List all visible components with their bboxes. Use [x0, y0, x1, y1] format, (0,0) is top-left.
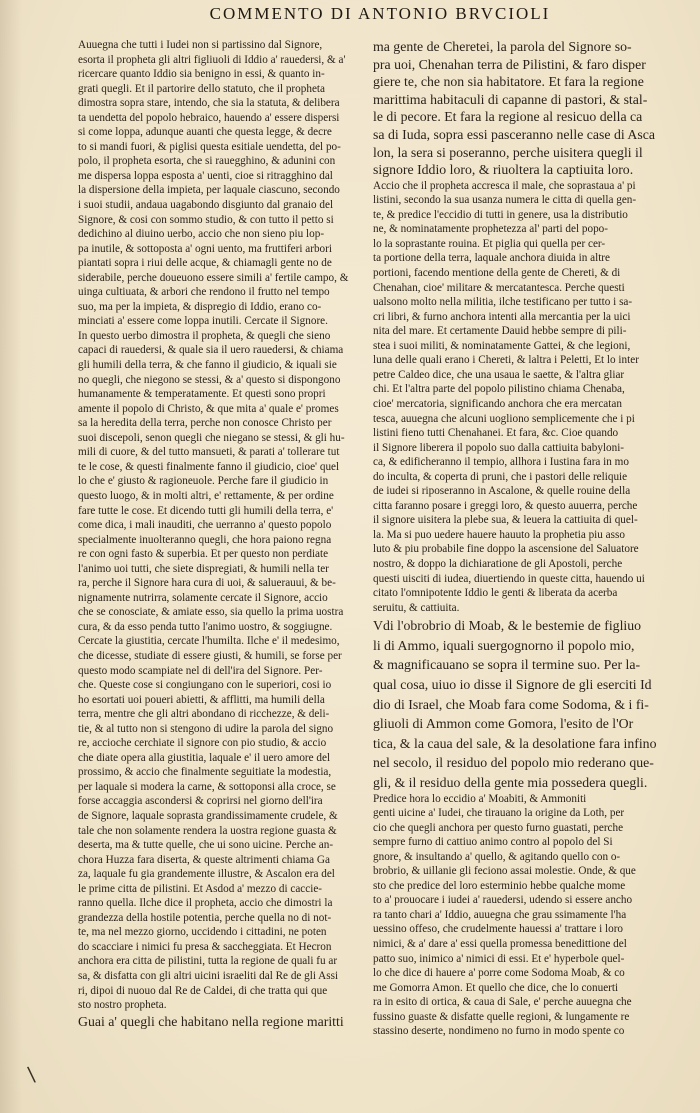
text-line: ta uendetta del popolo hebraico, hauendo a' essere dispersi	[78, 111, 340, 124]
text-line: uessino offeso, che crudelmente hauessi a' trattare i loro	[373, 923, 624, 936]
text-line: chi. Et l'altra parte del popolo pilistino chiama Chenaba,	[373, 383, 625, 396]
text-line: amente il popolo di Christo, & que mita a' quale e' promes	[78, 402, 339, 415]
text-line: esorta il propheta gli altri figliuoli di Iddio a' rauedersi, & a'	[78, 53, 346, 66]
text-line: il signore uisitera la plebe sua, & leuera la cattiuita di quel-	[373, 514, 638, 527]
text-line: sa di Iuda, sopra essi pasceranno nelle case di Asca	[373, 126, 655, 142]
text-line: ranno quella. Ilche dice il propheta, accio che dimostri la	[78, 897, 333, 910]
text-line: luto & piu probabile fine doppo la ascensione del Saluatore	[373, 543, 639, 556]
text-line: stea i suoi militi, & nominatamente Gattei, & che legioni,	[373, 339, 631, 352]
text-line: suo, ma per la impieta, & dispregio di Iddio, erano co-	[78, 300, 322, 313]
text-line: Vdi l'obrobrio di Moab, & le bestemie de figliuo	[373, 618, 642, 634]
text-line: ma gente de Cheretei, la parola del Signore so-	[373, 39, 632, 54]
text-line: no quegli, che niegono se stessi, & a' questo si dispongono	[78, 373, 341, 386]
text-line: le di pecore. Et fara la regione al resicuo della ca	[373, 109, 643, 125]
text-line: stassino deserte, nondimeno no furno in modo spente co	[373, 1025, 625, 1038]
text-line: ta portione della terra, laquale anchora diuida in altre	[373, 252, 611, 265]
text-line: che. Queste cose si congiungano con le superiori, cosi io	[78, 679, 332, 692]
text-line: de Signore, laquale soprasta grandissimamente crudele, &	[78, 809, 338, 822]
text-line: la. Ma si puo uedere hauere hauuto la prophetia piu asso	[373, 528, 625, 541]
left-column	[78, 38, 380, 1030]
right-column	[373, 38, 679, 1039]
text-line: listini, secondo la sua usanza numera le citta di quella gen-	[373, 194, 637, 207]
text-line: gli humili della terra, & che fanno il giudicio, & iquali sie	[78, 359, 337, 372]
text-line: piantati sopra i riui delle acque, & chiamagli gente no de	[78, 257, 332, 270]
text-line: re, accioche cerchiate il signore con pio studio, & accio	[78, 737, 327, 750]
text-line: Cercate la giustitia, cercate l'humilta. Ilche e' il medesimo,	[78, 635, 340, 648]
text-line: forse accaggia ascondersi & coprirsi nel giorno dell'ira	[78, 795, 323, 808]
text-line: marittima habitaculi di capanne di pastori, & stal-	[373, 91, 648, 107]
text-line: minciati a' essere come loppa inutili. Cercate il Signore.	[78, 315, 328, 328]
text-line: cura, & da esso penda tutto l'animo uostro, & soggiugne.	[78, 620, 333, 633]
text-line: to a' prouocare i iudei a' rauedersi, udendo si essere ancho	[373, 894, 633, 907]
text-line: chora Huzza fara diserta, & queste altrimenti chiama Ga	[78, 853, 330, 866]
text-line: ri, dipoi di nuouo dal Re de Caldei, di che tratta qui que	[78, 984, 328, 997]
page-fold-shadow	[0, 0, 22, 1113]
text-line: tie, & al tutto non si stengono di udire la parola del signo	[78, 722, 334, 735]
text-line: ra in esito di ortica, & caua di Sale, e' perche auuegna che	[373, 996, 632, 1009]
text-line: le prime citta de pilistini. Et Asdod a' mezzo di caccie-	[78, 882, 323, 895]
text-line: listini fieno tutti Chenahanei. Et fara, &c. Cioe quando	[373, 427, 619, 440]
text-line: petre Caldeo dice, che una usaua le saette, & l'altra gliar	[373, 368, 625, 381]
text-line: Predice hora lo eccidio a' Moabiti, & Ammoniti	[373, 792, 587, 805]
text-line: l'animo uoi tutti, che siete dispregiati, & humili nella ter	[78, 562, 329, 575]
text-line: za, laquale fu gia grandemente illustre, & Ascalon era del	[78, 868, 335, 881]
text-line: tica, & la caua del sale, & la desolatione fara infino	[373, 735, 657, 751]
text-line: nita del mare. Et certamente Dauid hebbe sempre di pili-	[373, 325, 627, 338]
text-line: che se conosciate, & amiate esso, sia quello la prima uostra	[78, 606, 344, 619]
text-line: ra tanto chari a' Iddio, auuegna che grau ssimamente l'ha	[373, 908, 627, 921]
text-line: sa, & disfatta con gli altri uicini israeliti dal Re de gli Assi	[78, 970, 339, 982]
text-line: te, ma nel mezzo giorno, uccidendo i cittadini, ne poten	[78, 926, 327, 939]
text-line: la dispersione della impieta, per laquale ciascuno, secondo	[78, 184, 340, 197]
text-line: come dica, i mali inauditi, che uerranno a' questo popolo	[78, 519, 332, 532]
text-line: i suoi studii, andaua uagabondo disgiunto dal granaio del	[78, 199, 334, 212]
text-line: uinga cultiuata, & arbori che rendono il frutto nel tempo	[78, 286, 330, 299]
text-line: sto nostro propheta.	[78, 999, 167, 1012]
text-line: mili di cuore, & del tutto mansueti, & parati a' tollerare tut	[78, 446, 340, 459]
text-line: dedichino al diuino uerbo, accio che non sieno piu lop-	[78, 228, 325, 241]
text-line: terra, mentre che gli altri abondano di ricchezze, & deli-	[78, 708, 330, 721]
text-line: ra, perche il Signore hara cura di uoi, & saluerauui, & be-	[78, 577, 336, 590]
text-line: & magnificauano se sopra il termine suo. Per la-	[373, 657, 641, 673]
text-line: lon, la sera si poseranno, perche uisitera quegli il	[373, 144, 643, 160]
text-line: nostro, & doppo la dichiaratione de gli Apostoli, perche	[373, 557, 623, 570]
text-line: do inculta, & coperta di pruni, che i pastori delle reliquie	[373, 470, 628, 483]
text-line: me Gomorra Amon. Et quello che dice, che lo conuerti	[373, 981, 619, 994]
text-line: questo modo scampiate nel di dell'ira del Signore. Per-	[78, 664, 323, 677]
text-line: to si mandi fuori, & piglisi questa esitiale uendetta, del po-	[78, 140, 341, 153]
text-line: pa inutile, & sottoposta a' ogni uento, ma fruttiferi arbori	[78, 242, 332, 255]
margin-mark: \	[26, 1061, 37, 1087]
text-line: brobrio, & uillanie gli feciono assai molestie. Onde, & que	[373, 865, 636, 878]
text-line: re con ogni fasto & superbia. Et per questo non perdiate	[78, 548, 329, 561]
text-line: che diate opera alla giustitia, laquale e' il uero amore del	[78, 751, 331, 764]
text-line: suoi discepoli, senon quegli che niegano se stessi, & gli hu-	[78, 431, 345, 444]
text-line: ne, & nominatamente prophetezza al' parti del popo-	[373, 223, 608, 236]
text-line: Auuegna che tutti i Iudei non si partissino dal Signore,	[78, 39, 323, 51]
text-line: grati quegli. Et il partorire dello statuto, che il propheta	[78, 82, 325, 95]
text-line: capaci di rauedersi, & quale sia il uero rauedersi, & chiama	[78, 344, 344, 357]
text-line: nignamente nutrirra, solamente cercate il Signore, accio	[78, 591, 328, 604]
text-line: te le cose, & questi finalmente fanno il giudicio, cioe' quel	[78, 460, 340, 473]
text-line: cri libri, & furno anchora intenti alla mercantia per la uici	[373, 310, 631, 323]
text-line: grandezza della hostile potentia, perche quella no di not-	[78, 911, 332, 924]
text-line: ualsono molto nella militia, ilche testificano per tutto i sa-	[373, 296, 633, 309]
text-line: pra uoi, Chenahan terra de Pilistini, & faro disper	[373, 56, 646, 72]
text-line: questo luogo, & in molti altri, e' rettamente, & per ordine	[78, 489, 334, 502]
text-line: lo che e' giusto & ragioneuole. Perche fare il giudicio in	[78, 475, 329, 488]
text-line: Signore, & cosi con sommo studio, & con tutto il petto si	[78, 213, 334, 226]
text-line: citta faranno posare i greggi loro, & questo auuerra, perche	[373, 499, 638, 512]
text-line: gnore, & insultando a' quello, & agitando quello con o-	[373, 850, 621, 863]
text-line: signore Iddio loro, & riuoltera la captiuita loro.	[373, 162, 634, 178]
text-line: specialmente inuolteranno quegli, che hora paiono regna	[78, 533, 332, 546]
text-line: che dicesse, studiate di essere giusti, & humili, se forse per	[78, 649, 342, 662]
text-line: ricercare quanto Iddio sia benigno in essi, & quanto in-	[78, 68, 325, 81]
text-line: dimostra sopra stare, intendo, che sia la statuta, & delibera	[78, 97, 340, 110]
text-line: seruitu, & cattiuita.	[373, 601, 460, 614]
text-line: humanamente & temperatamente. Et questi sono propri	[78, 388, 326, 401]
text-line: portioni, facendo mentione della gente de Chereti, & di	[373, 267, 621, 280]
text-line: lo che dice di hauere a' porre come Sodoma Moab, & co	[373, 967, 625, 980]
text-line: sa la heredita della terra, perche non conosce Christo per	[78, 417, 332, 430]
section-heading-line: Guai a' quegli che habitano nella regione maritti	[78, 1013, 344, 1029]
text-line: si come loppa, adunque auanti che questa legge, & decre	[78, 126, 332, 139]
text-line: deserta, ma & tutte quelle, che ui sono uicine. Perche an-	[78, 839, 334, 852]
text-line: sto che predice del loro esterminio hebbe qualche mome	[373, 879, 626, 892]
text-line: nel secolo, il residuo del popolo mio rederano que-	[373, 755, 654, 771]
text-line: giere te, che non sia habitatore. Et fara la regione	[373, 74, 644, 90]
text-line: fare tutte le cose. Et dicendo tutti gli humili della terra, e'	[78, 504, 334, 517]
text-line: polo, il propheta esorta, che si rauegghino, & adunini con	[78, 155, 336, 168]
text-line: cio che quegli anchora per questo furno guastati, perche	[373, 821, 624, 834]
text-line: In questo uerbo dimostra il propheta, & quegli che sieno	[78, 329, 331, 342]
text-line: ho esortati uoi poueri abietti, & afflitti, ma humili della	[78, 693, 325, 706]
text-line: patto suo, inimico a' nimici di essi. Et e' hyperbole quel-	[373, 952, 625, 965]
text-line: qual cosa, uiuo io disse il Signore de gli eserciti Id	[373, 676, 652, 692]
text-line: li di Ammo, iquali suergognorno il popolo mio,	[373, 637, 635, 653]
text-line: prossimo, & accio che finalmente seguitiate la modestia,	[78, 766, 332, 779]
text-line: ca, & edificheranno il tempio, allhora i Iustina fara in mo	[373, 456, 629, 469]
text-line: de iudei si riposeranno in Ascalone, & quelle rouine della	[373, 485, 631, 498]
text-line: citato l'omnipotente Iddio le genti & liberata da acerba	[373, 587, 618, 600]
text-line: Chenahan, cioe' militare & mercatantesca. Perche questi	[373, 281, 625, 294]
text-line: lo la soprastante rouina. Et piglia qui quella per cer-	[373, 237, 606, 250]
text-line: cioe' mercatoria, significando anchora che era mercatan	[373, 397, 622, 410]
text-line: dio di Israel, che Moab fara come Sodoma, & i fi-	[373, 696, 649, 712]
running-head: COMMENTO DI ANTONIO BRVCIOLI	[209, 4, 551, 23]
text-line: per laquale si modera la carne, & sottoponsi alla croce, se	[78, 780, 336, 793]
text-line: questi uisciti di iudea, diuertiendo in queste citta, hauendo ui	[373, 572, 645, 585]
text-line: tesca, auuegna che alcuni uogliono semplicemente che i pi	[373, 412, 635, 425]
text-line: nimici, & a' dare a' essi quella promessa benedittione del	[373, 937, 627, 950]
text-line: fussino guaste & disfatte quelle regioni, & lungamente re	[373, 1010, 630, 1023]
text-line: te, & predice l'eccidio di tutti in genere, usa la distributio	[373, 208, 628, 221]
text-line: tale che non solamente rendera la uostra regione guasta &	[78, 824, 337, 837]
text-line: Accio che il propheta accresca il male, che soprastaua a' pi	[373, 179, 636, 192]
text-line: luna delle quali erano i Chereti, & laltra i Peletti, Et lo inter	[373, 354, 639, 367]
text-line: gliuoli di Ammon come Gomora, l'esito de l'Or	[373, 716, 634, 732]
text-line: il Signore liberera il popolo suo dalla cattiuita babyloni-	[373, 441, 625, 454]
text-line: me dispersa loppa esposta a' uenti, cioe si ritragghino dal	[78, 169, 333, 182]
text-line: do scacciare i nimici fu presa & saccheggiata. Et Hecron	[78, 940, 332, 953]
text-line: sempre furno di cattiuo animo contro al popolo del Si	[373, 836, 613, 849]
text-line: siderabile, perche doueuono essere simili a' fertile campo, &	[78, 271, 349, 284]
text-line: genti uicine a' Iudei, che tirauano la origine da Loth, per	[373, 807, 625, 820]
text-line: gli, & il residuo della gente mia possedera quegli.	[373, 774, 648, 790]
text-line: anchora era citta de pilistini, tutta la regione de quali fu ar	[78, 955, 338, 968]
